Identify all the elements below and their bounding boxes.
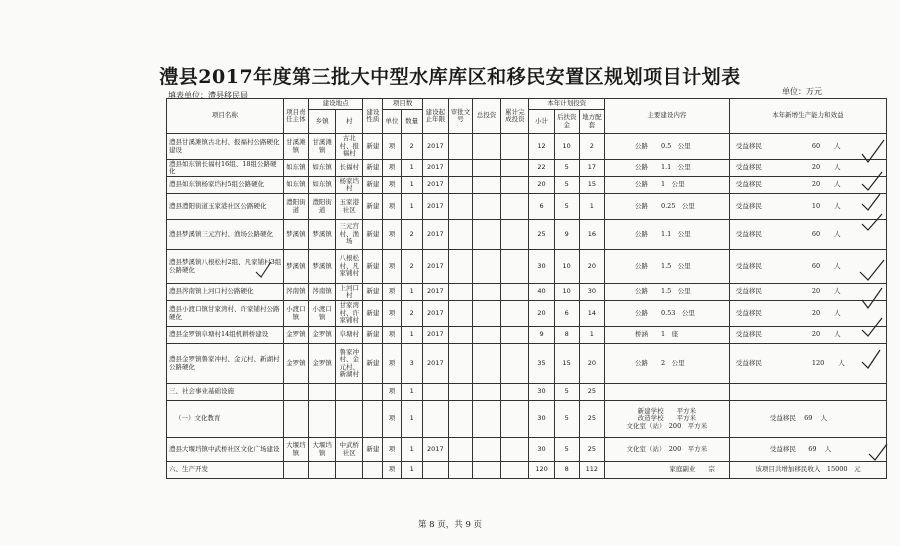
- row-cumulative: [501, 327, 529, 344]
- benefit-unit: 人: [820, 414, 828, 423]
- row-content: 公路 1.5 公里: [604, 284, 729, 301]
- benefit-number: 10: [811, 201, 821, 210]
- row-village: 上河口村: [336, 284, 363, 301]
- row-year: 2017: [422, 160, 448, 177]
- header-total-invest: 总投资: [473, 99, 501, 134]
- row-village: 杨家垱村: [336, 177, 363, 194]
- row-count: 1: [401, 327, 422, 344]
- row-year: 2017: [422, 438, 448, 462]
- row-cumulative: [501, 160, 529, 177]
- plan-table: [166, 98, 887, 479]
- row-approval: [448, 301, 472, 327]
- row-responsible: 梦溪镇: [283, 220, 308, 250]
- row-content: 公路 0.5 公里: [604, 134, 729, 160]
- row-cumulative: [501, 177, 529, 194]
- row-village: 三元宫村、渔场: [336, 220, 363, 250]
- section-support: 5: [554, 401, 579, 438]
- header-town: 乡镇: [308, 110, 335, 134]
- section-unit: 项: [383, 401, 401, 438]
- header-period: 建设起止年限: [422, 99, 448, 134]
- row-village: 玉家港社区: [336, 194, 363, 220]
- row-year: 2017: [422, 220, 448, 250]
- row-total-invest: [473, 344, 501, 384]
- table-row: [167, 344, 887, 384]
- row-local: 25: [579, 438, 604, 462]
- row-year: 2017: [422, 134, 448, 160]
- row-unit: 项: [383, 177, 401, 194]
- row-local: 14: [579, 301, 604, 327]
- header-content: 主要建设内容: [604, 99, 729, 134]
- row-content: 公路 1.1 公里: [604, 220, 729, 250]
- section-content: [604, 401, 729, 438]
- row-subtotal: 6: [529, 194, 554, 220]
- row-support: 9: [554, 220, 579, 250]
- section-subtotal: 30: [529, 401, 554, 438]
- row-subtotal: 40: [529, 284, 554, 301]
- row-nature: 新建: [363, 134, 383, 160]
- row-name: 澧县如东镇杨家垱村5组公路硬化: [167, 177, 284, 194]
- row-town: 金罗镇: [308, 344, 335, 384]
- row-nature: 新建: [363, 220, 383, 250]
- table-row: [167, 327, 887, 344]
- benefit-unit: 人: [834, 330, 841, 339]
- row-local: 15: [579, 177, 604, 194]
- row-responsible: 如东镇: [283, 177, 308, 194]
- section-row-social: [167, 384, 887, 401]
- benefit-unit: 人: [824, 444, 832, 453]
- header-plan-year: 本年计划投资: [529, 99, 605, 110]
- row-unit: 项: [383, 194, 401, 220]
- row-name: 澧县梦溪镇八根松村2组、凡家铺村3组公路硬化: [167, 250, 284, 284]
- header-village: 村: [336, 110, 363, 134]
- row-content: 公路 0.25 公里: [604, 194, 729, 220]
- row-subtotal: 12: [529, 134, 554, 160]
- row-name: 澧县涔南镇上河口村公路硬化: [167, 284, 284, 301]
- handwritten-check-mark-culture: [866, 440, 890, 466]
- benefit-label: 受益移民: [735, 180, 762, 189]
- row-subtotal: 20: [529, 301, 554, 327]
- row-support: 10: [554, 134, 579, 160]
- row-cumulative: [501, 220, 529, 250]
- row-approval: [448, 134, 472, 160]
- benefit-label: 受益移民: [735, 163, 762, 172]
- row-count: 3: [401, 344, 422, 384]
- row-subtotal: 20: [529, 177, 554, 194]
- header-subtotal: 小计: [529, 110, 554, 134]
- header-responsible: 项目责任主体: [283, 99, 308, 134]
- section-local: 25: [579, 401, 604, 438]
- row-nature: 新建: [363, 194, 383, 220]
- benefit-label: 受益移民: [735, 201, 762, 210]
- section-count: 1: [401, 401, 422, 438]
- row-count: 2: [401, 250, 422, 284]
- content-line-culture-room: 文化室（站） 200 平方米: [626, 421, 708, 430]
- row-total-invest: [473, 250, 501, 284]
- row-support: 6: [554, 301, 579, 327]
- row-content: 公路 1.1 公里: [604, 160, 729, 177]
- row-approval: [448, 250, 472, 284]
- row-year: 2017: [422, 344, 448, 384]
- row-nature: 新建: [363, 160, 383, 177]
- row-total-invest: [473, 327, 501, 344]
- row-subtotal: 25: [529, 220, 554, 250]
- header-location: 建设地点: [308, 99, 362, 110]
- row-nature: 新建: [363, 438, 383, 462]
- row-village: 鲁家冲村、金元村、新湖村: [336, 344, 363, 384]
- row-town: 如东镇: [308, 160, 335, 177]
- page-title: 澧县2017年度第三批大中型水库库区和移民安置区规划项目计划表: [159, 66, 741, 88]
- row-name: 澧县澧阳街道玉家港社区公路硬化: [167, 194, 284, 220]
- section-local: 112: [579, 462, 604, 479]
- row-name: 澧县甘溪滩镇古北村、报福村公路硬化建设: [167, 134, 284, 160]
- row-town: 小渡口镇: [308, 301, 335, 327]
- section-benefit: 该项目共增加移民收入 15000 元: [729, 462, 886, 479]
- benefit-label: 受益移民: [769, 444, 796, 453]
- row-content: 公路 0.53 公里: [604, 301, 729, 327]
- section-subtotal: 30: [529, 384, 554, 401]
- header-cumulative: 累计完成投资: [501, 99, 529, 134]
- table-row: [167, 301, 887, 327]
- row-village: 阜塘村: [336, 327, 363, 344]
- row-benefit: [729, 438, 886, 462]
- benefit-label: 受益移民: [735, 261, 762, 270]
- row-town: 大堰垱镇: [308, 438, 335, 462]
- row-nature: 新建: [363, 344, 383, 384]
- row-content: 公路 2 公里: [604, 344, 729, 384]
- row-responsible: 澧阳街道: [283, 194, 308, 220]
- content-line-new-school: 新建学校 平方米: [637, 406, 697, 415]
- row-total-invest: [473, 160, 501, 177]
- benefit-unit: 人: [834, 261, 841, 270]
- row-approval: [448, 160, 472, 177]
- handwritten-check-mark-small: [254, 258, 274, 280]
- row-village: 长福村: [336, 160, 363, 177]
- benefit-label: 受益移民: [735, 287, 762, 296]
- row-nature: 新建: [363, 177, 383, 194]
- row-name: 澧县如东镇长福村16组、18组公路硬化: [167, 160, 284, 177]
- row-count: 1: [401, 177, 422, 194]
- table-row: [167, 194, 887, 220]
- section-unit: 项: [383, 462, 401, 479]
- row-approval: [448, 194, 472, 220]
- row-count: 1: [401, 194, 422, 220]
- row-count: 2: [401, 134, 422, 160]
- benefit-unit: 人: [834, 180, 841, 189]
- benefit-label: 受益移民: [735, 141, 762, 150]
- section-benefit: [729, 401, 886, 438]
- row-responsible: 大堰垱镇: [283, 438, 308, 462]
- row-local: 1: [579, 327, 604, 344]
- row-total-invest: [473, 194, 501, 220]
- table-row: [167, 160, 887, 177]
- section-unit: 项: [383, 384, 401, 401]
- header-capacity: 本年新增生产能力和效益: [729, 99, 886, 134]
- header-quantity: 项目数: [383, 99, 422, 110]
- row-unit: 项: [383, 220, 401, 250]
- row-name: 澧县梦溪镇三元宫村、渔场公路硬化: [167, 220, 284, 250]
- row-subtotal: 35: [529, 344, 554, 384]
- benefit-number: 60: [811, 141, 821, 150]
- section-support: 8: [554, 462, 579, 479]
- header-approval: 审批文号: [448, 99, 472, 134]
- row-support: 15: [554, 344, 579, 384]
- row-nature: 新建: [363, 250, 383, 284]
- row-unit: 项: [383, 438, 401, 462]
- row-total-invest: [473, 177, 501, 194]
- row-village: 甘家湾村、许家铺村: [336, 301, 363, 327]
- section-name: 三、社会事业基础设施: [167, 384, 284, 401]
- content-line-renovate-school: 改造学校 平方米: [637, 414, 697, 423]
- row-year: 2017: [422, 250, 448, 284]
- row-village: 中武桥社区: [336, 438, 363, 462]
- row-cumulative: [501, 344, 529, 384]
- row-unit: 项: [383, 134, 401, 160]
- row-local: 16: [579, 220, 604, 250]
- row-count: 1: [401, 284, 422, 301]
- table-row: [167, 177, 887, 194]
- benefit-number: 20: [811, 308, 821, 317]
- handwritten-check-marks: [858, 136, 888, 396]
- row-town: 梦溪镇: [308, 250, 335, 284]
- row-unit: 项: [383, 327, 401, 344]
- row-total-invest: [473, 220, 501, 250]
- row-approval: [448, 220, 472, 250]
- row-name: 澧县大堰垱镇中武桥社区文化广场建设: [167, 438, 284, 462]
- row-town: 金罗镇: [308, 327, 335, 344]
- benefit-label: 受益移民: [735, 308, 762, 317]
- section-count: 1: [401, 462, 422, 479]
- row-count: 2: [401, 301, 422, 327]
- row-support: 8: [554, 327, 579, 344]
- row-count: 1: [401, 438, 422, 462]
- row-village: 八根松村、凡家铺村: [336, 250, 363, 284]
- row-local: 20: [579, 250, 604, 284]
- page-footer: 第 8 页，共 9 页: [417, 520, 483, 530]
- row-support: 5: [554, 160, 579, 177]
- row-village: 古北村、报福村: [336, 134, 363, 160]
- row-total-invest: [473, 301, 501, 327]
- money-unit-label: 单位：万元: [782, 87, 822, 96]
- row-responsible: 金罗镇: [283, 327, 308, 344]
- row-support: 5: [554, 177, 579, 194]
- row-year: 2017: [422, 194, 448, 220]
- table-row-culture-plaza: [167, 438, 887, 462]
- row-local: 20: [579, 344, 604, 384]
- benefit-unit: 人: [838, 358, 845, 367]
- benefit-unit: 人: [834, 229, 841, 238]
- section-support: 5: [554, 384, 579, 401]
- row-unit: 项: [383, 344, 401, 384]
- row-cumulative: [501, 194, 529, 220]
- row-responsible: 如东镇: [283, 160, 308, 177]
- row-support: 10: [554, 284, 579, 301]
- row-support: 5: [554, 438, 579, 462]
- row-content: 公路 1 公里: [604, 177, 729, 194]
- benefit-number: 20: [811, 330, 821, 339]
- benefit-label: 受益移民: [735, 229, 762, 238]
- row-subtotal: 30: [529, 438, 554, 462]
- header-name: 项目名称: [167, 99, 284, 134]
- section-count: 1: [401, 384, 422, 401]
- section-subtotal: 120: [529, 462, 554, 479]
- row-local: 17: [579, 160, 604, 177]
- row-total-invest: [473, 284, 501, 301]
- section-row-culture-edu: [167, 401, 887, 438]
- row-cumulative: [501, 250, 529, 284]
- table-header: [167, 99, 887, 134]
- benefit-number: 69: [804, 414, 813, 423]
- section-content: 家庭副业 宗: [604, 462, 729, 479]
- row-unit: 项: [383, 160, 401, 177]
- row-support: 10: [554, 250, 579, 284]
- row-town: 涔南镇: [308, 284, 335, 301]
- row-approval: [448, 327, 472, 344]
- row-responsible: 金罗镇: [283, 344, 308, 384]
- header-unit: 单位: [383, 110, 401, 134]
- row-total-invest: [473, 134, 501, 160]
- section-name: 六、生产开发: [167, 462, 284, 479]
- row-unit: 项: [383, 284, 401, 301]
- benefit-number: 20: [811, 163, 821, 172]
- table-row: [167, 284, 887, 301]
- row-year: 2017: [422, 177, 448, 194]
- header-support-fund: 后扶资金: [554, 110, 579, 134]
- row-approval: [448, 344, 472, 384]
- row-count: 1: [401, 160, 422, 177]
- benefit-number: 60: [811, 229, 821, 238]
- table-body-sections: [167, 384, 887, 479]
- benefit-unit: 人: [834, 287, 841, 296]
- row-subtotal: 30: [529, 250, 554, 284]
- row-nature: 新建: [363, 284, 383, 301]
- row-town: 梦溪镇: [308, 220, 335, 250]
- row-support: 5: [554, 194, 579, 220]
- row-content: 桥涵 1 座: [604, 327, 729, 344]
- row-cumulative: [501, 284, 529, 301]
- benefit-unit: 人: [834, 163, 841, 172]
- row-responsible: 小渡口镇: [283, 301, 308, 327]
- benefit-number: 120: [811, 358, 825, 367]
- fill-unit-label: 填表单位：澧县移民局: [168, 91, 248, 100]
- section-local: 25: [579, 384, 604, 401]
- row-approval: [448, 284, 472, 301]
- benefit-number: 20: [811, 180, 821, 189]
- row-subtotal: 22: [529, 160, 554, 177]
- row-name: 澧县小渡口镇甘家湾村、许家铺村公路硬化: [167, 301, 284, 327]
- section-name: （一）文化教育: [167, 401, 284, 438]
- benefit-number: 60: [811, 261, 821, 270]
- benefit-number: 69: [808, 444, 817, 453]
- benefit-unit: 人: [834, 201, 841, 210]
- row-responsible: 涔南镇: [283, 284, 308, 301]
- row-year: 2017: [422, 284, 448, 301]
- row-content: 公路 1.5 公里: [604, 250, 729, 284]
- row-town: 如东镇: [308, 177, 335, 194]
- header-count: 数量: [401, 110, 422, 134]
- table-row: [167, 250, 887, 284]
- row-name: 澧县金罗镇鲁家冲村、金元村、新湖村公路硬化: [167, 344, 284, 384]
- section-row-production: [167, 462, 887, 479]
- table-row: [167, 220, 887, 250]
- row-content: 文化室（站） 200 平方米: [604, 438, 729, 462]
- row-responsible: 甘溪滩镇: [283, 134, 308, 160]
- row-unit: 项: [383, 301, 401, 327]
- row-local: 1: [579, 194, 604, 220]
- benefit-unit: 人: [834, 308, 841, 317]
- row-name: 澧县金罗镇阜塘村14组机耕桥建设: [167, 327, 284, 344]
- row-town: 澧阳街道: [308, 194, 335, 220]
- header-local: 地方配套: [579, 110, 604, 134]
- table-row: [167, 134, 887, 160]
- row-nature: 新建: [363, 327, 383, 344]
- benefit-label: 受益移民: [769, 414, 796, 423]
- row-year: 2017: [422, 301, 448, 327]
- row-cumulative: [501, 301, 529, 327]
- row-subtotal: 9: [529, 327, 554, 344]
- benefit-number: 20: [811, 287, 821, 296]
- row-count: 2: [401, 220, 422, 250]
- row-local: 2: [579, 134, 604, 160]
- row-unit: 项: [383, 250, 401, 284]
- benefit-label: 受益移民: [735, 330, 762, 339]
- row-town: 甘溪滩镇: [308, 134, 335, 160]
- header-nature: 建设性质: [363, 99, 383, 134]
- row-year: 2017: [422, 327, 448, 344]
- row-nature: 新建: [363, 301, 383, 327]
- row-responsible: 梦溪镇: [283, 250, 308, 284]
- row-local: 30: [579, 284, 604, 301]
- benefit-label: 受益移民: [735, 358, 762, 367]
- benefit-unit: 人: [834, 141, 841, 150]
- row-cumulative: [501, 134, 529, 160]
- table-body: [167, 134, 887, 384]
- row-approval: [448, 177, 472, 194]
